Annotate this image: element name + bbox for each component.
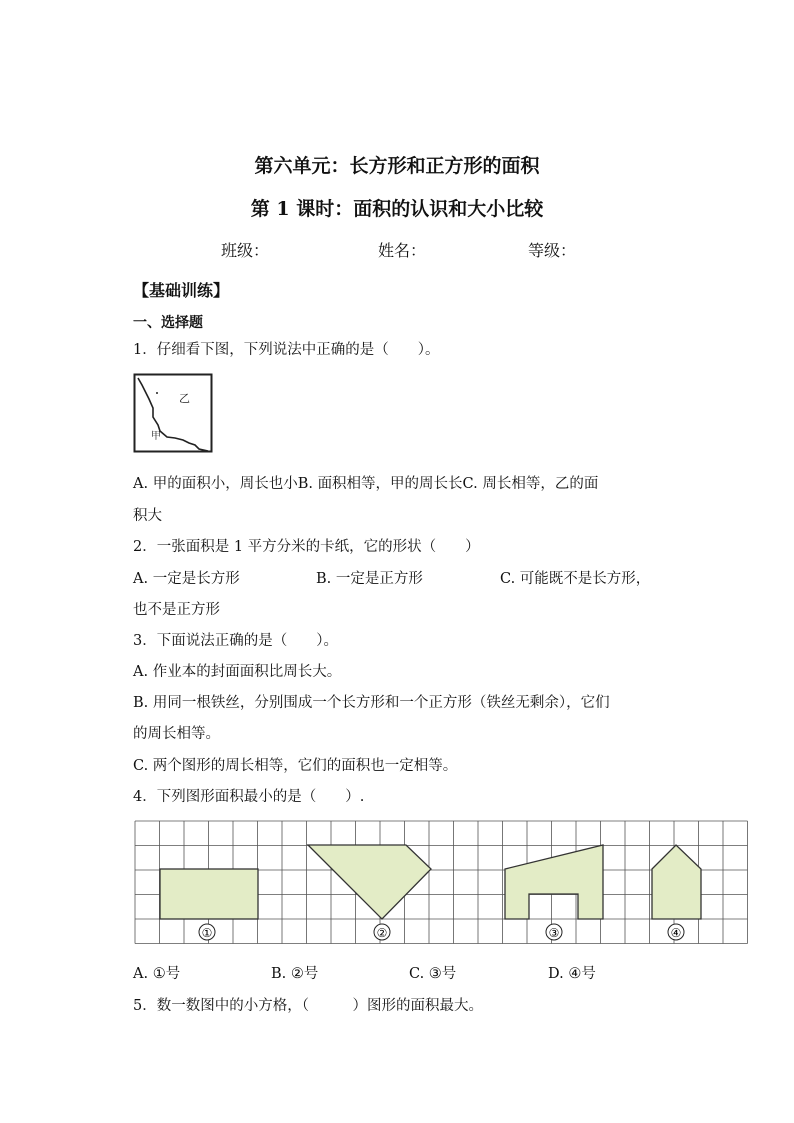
q4-option-a: A. ①号	[133, 966, 181, 982]
q4-option-b: B. ②号	[271, 966, 319, 982]
q1-options-line2: 积大	[133, 508, 162, 524]
q1-label-b: 乙	[179, 392, 190, 405]
q4-label-4: ④	[670, 926, 682, 940]
q4-shape-3	[505, 845, 603, 919]
q1-figure	[133, 373, 213, 453]
q3-option-b-line2: 的周长相等。	[133, 726, 220, 742]
q3-option-a: A. 作业本的封面面积比周长大。	[133, 664, 342, 680]
q4-label-3: ③	[548, 926, 560, 940]
q4-shape-4	[652, 845, 701, 919]
q1-label-a: 甲	[151, 431, 161, 442]
q4-stem: 4．下列图形面积最小的是（ ）.	[133, 789, 365, 805]
section-heading: 【基础训练】	[133, 281, 230, 300]
q3-option-b-line1: B. 用同一根铁丝，分别围成一个长方形和一个正方形（铁丝无剩余），它们	[133, 695, 610, 711]
sub-heading: 一、选择题	[133, 315, 203, 331]
q1-stem: 1．仔细看下图，下列说法中正确的是（ ）。	[133, 342, 440, 358]
q2-option-c-cont: 也不是正方形	[133, 602, 220, 618]
page-title: 第六单元：长方形和正方形的面积	[254, 155, 540, 177]
q2-stem: 2．一张面积是 1 平方分米的卡纸，它的形状（ ）	[133, 539, 480, 555]
q1-options-line1: A. 甲的面积小，周长也小B. 面积相等，甲的周长长C. 周长相等，乙的面	[133, 476, 599, 492]
q2-option-a: A. 一定是长方形	[133, 571, 240, 587]
q4-label-1: ①	[201, 926, 213, 940]
q3-stem: 3．下面说法正确的是（ ）。	[133, 633, 338, 649]
name-label: 姓名：	[378, 241, 427, 260]
q2-option-c: C. 可能既不是长方形，	[500, 571, 651, 587]
q4-label-2: ②	[376, 926, 388, 940]
q2-option-b: B. 一定是正方形	[316, 571, 423, 587]
q5-stem: 5．数一数图中的小方格，（ ）图形的面积最大。	[133, 998, 483, 1014]
page-subtitle: 第 1 课时：面积的认识和大小比较	[250, 198, 544, 220]
grade-label: 等级：	[528, 241, 577, 260]
q4-shape-1	[160, 869, 258, 919]
q4-shape-2	[308, 845, 431, 919]
q4-figure-labels	[199, 924, 684, 940]
q4-grid-figure	[133, 820, 753, 946]
q3-option-c: C. 两个图形的周长相等，它们的面积也一定相等。	[133, 758, 458, 774]
q4-option-c: C. ③号	[409, 966, 457, 982]
class-label: 班级：	[221, 241, 270, 260]
q4-option-d: D. ④号	[548, 966, 596, 982]
